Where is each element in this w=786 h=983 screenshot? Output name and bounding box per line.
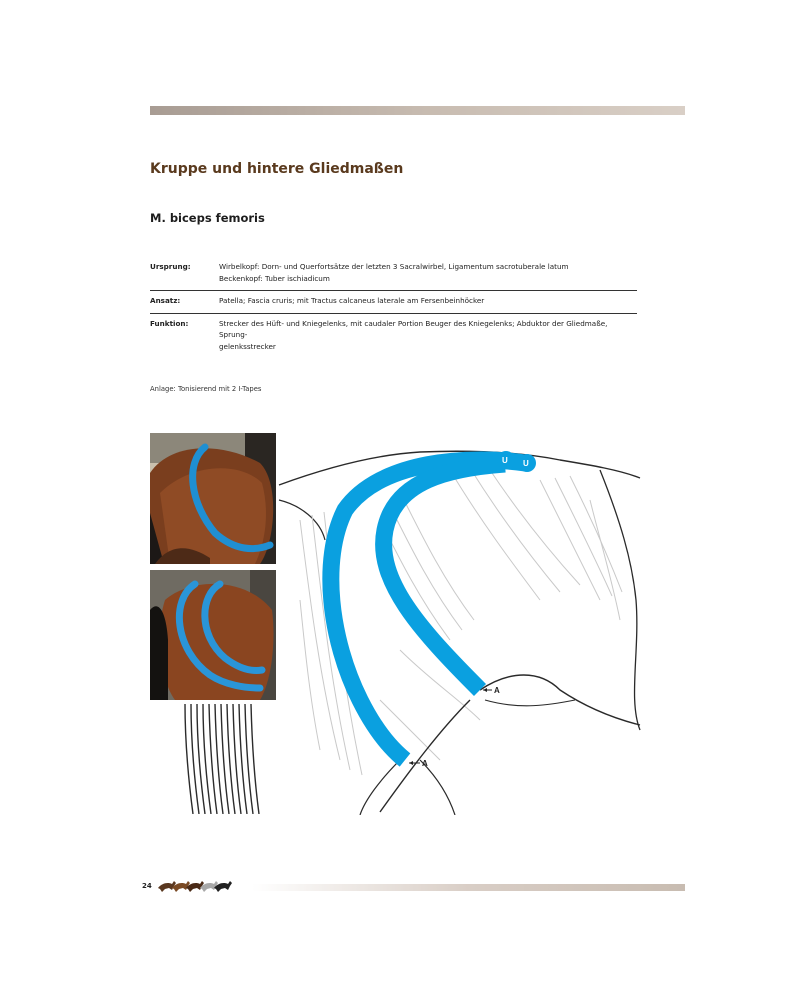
marker-u-1: U: [502, 456, 508, 465]
marker-a-1: A: [494, 686, 500, 695]
row-value-line: Wirbelkopf: Dorn- und Querfortsätze der letzten 3 Sacralwirbel, Ligamentum sacrotuberale latum: [219, 262, 569, 271]
header-rule: [150, 106, 685, 115]
photo-tape-single: [150, 433, 276, 564]
section-title: Kruppe und hintere Gliedmaßen: [150, 161, 404, 177]
page-number: 24: [142, 882, 152, 890]
row-value-line: Beckenkopf: Tuber ischiadicum: [219, 273, 330, 283]
table-row-funktion: [150, 313, 637, 359]
muscle-title: M. biceps femoris: [150, 211, 265, 225]
table-row-ansatz: [150, 290, 637, 313]
info-table: [150, 257, 637, 358]
marker-u-2: U: [523, 459, 529, 468]
row-value-line: gelenksstrecker: [219, 341, 276, 351]
row-label: Ansatz:: [150, 296, 181, 305]
row-value: [219, 295, 637, 307]
row-value-line: Strecker des Hüft- und Kniegelenks, mit caudaler Portion Beuger des Kniegelenks; Abduktor der Gliedmaße, Sprung-: [219, 318, 608, 339]
photo-tape-double: [150, 570, 276, 700]
row-value: [219, 318, 637, 353]
row-value: [219, 261, 637, 284]
table-row-ursprung: [150, 257, 637, 290]
muscle-illustration: [276, 440, 646, 815]
anlage-note: Anlage: Tonisierend mit 2 I-Tapes: [150, 385, 262, 393]
row-value-line: Patella; Fascia cruris; mit Tractus calcaneus laterale am Fersenbeinhöcker: [219, 296, 485, 305]
photo-tail-detail: [181, 704, 261, 814]
row-label: Ursprung:: [150, 262, 191, 271]
row-label: Funktion:: [150, 318, 189, 328]
marker-a-2: A: [422, 759, 428, 768]
horse-silhouettes-logo: [156, 876, 240, 898]
footer-rule: [252, 884, 685, 891]
